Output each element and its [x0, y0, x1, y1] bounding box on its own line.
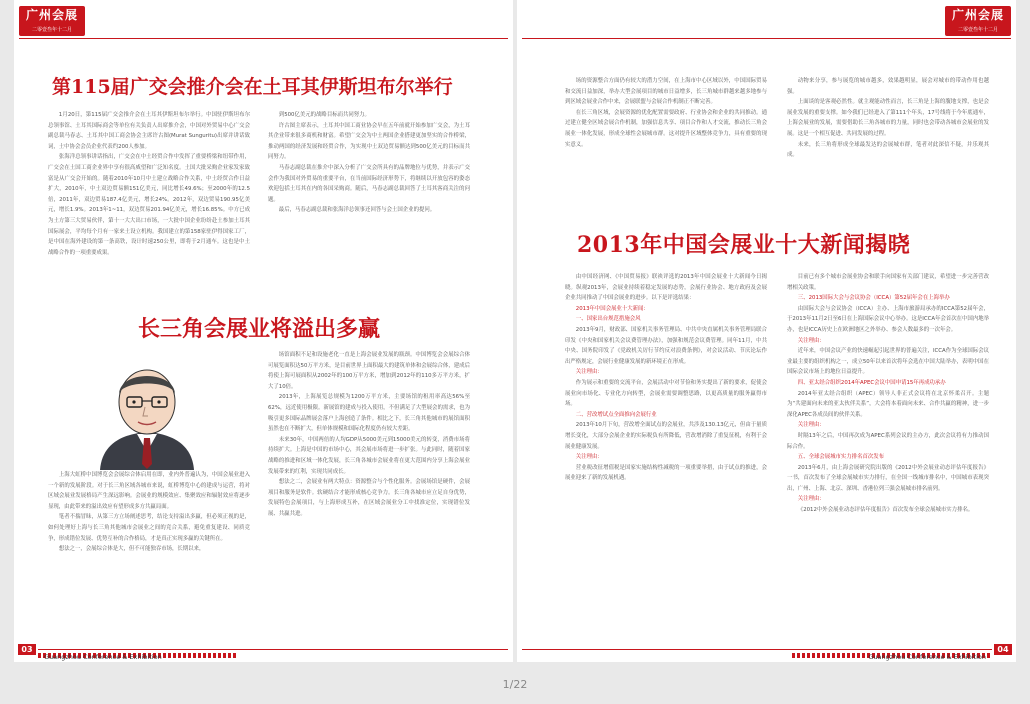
magazine-name: Guangzhou Conference & Exhibition [868, 653, 986, 661]
paragraph: 上面谈的是客观必然性。就主观能动性而言，长三角是上海的腹地支撑，也是会展业发展的重要支撑。如今我们已经进入了第111个年头，17号线将于今年底通车，上海会展业的发展，需要借助长三角各城市的力量，同时也会带动各城市会展业的发展。这是一个相互促进、共同发展的过程。 [787, 99, 989, 137]
headline-canton-fair-istanbul: 第115届广交会推介会在土耳其伊斯坦布尔举行 [52, 76, 453, 98]
article-1-column-2 [268, 110, 470, 308]
paragraph: 三、2013国际大会与会议协会（ICCA）第52届年会在上海举办 [797, 295, 950, 302]
magazine-name: Guangzhou Conference & Exhibition [44, 653, 162, 661]
right-page-number: 04 [994, 644, 1012, 655]
paragraph: 关注理由： [797, 337, 825, 344]
footer-rule [38, 649, 508, 650]
paragraph: 一、国家出台规范措施会风 [575, 316, 641, 323]
logo-subtitle: 二零壹叁年十二月 [31, 27, 72, 33]
left-page [14, 0, 513, 662]
article-2-column-1 [48, 470, 250, 640]
paragraph: 二、营改增试点全面推向会展行业 [575, 411, 657, 418]
paragraph: 动物来分享，参与展览的城市越多，效果越明显，展会对城市的带动作用也越强。 [787, 78, 989, 95]
paragraph: 1月20日，第115届广交会推介会在土耳其伊斯坦布尔举行。中国驻伊斯坦布尔总领事馆、土耳其国际商会等单位有关负责人出席推介会，中国对外贸易中心广交会副总裁马春志、土耳其中国工商会协会主席许古图(Murat Sunguritu)出席并讲话致词，土中协会会员企业代表约200人参加。 [48, 112, 250, 150]
header-rule [522, 38, 1011, 39]
paragraph: 营业税改征增值税是国家实施结构性减税的一项重要举措，由于试点的推进，会展业迎来了新的发展机遇。 [565, 464, 767, 482]
magazine-logo [945, 6, 1011, 36]
paragraph: 2013年6月，由上海会展研究院出版的《2012中外会展业动态评估年度报告》一书，首次发布了全球会展城市实力排行，在全国一线城市排名中，中国城市表现突出，广州、上海、北京、深圳、香港位列三强会展城市排名前列。 [787, 464, 989, 492]
paragraph: 张海洋总领事讲话指出，广交会在中土经贸合作中发挥了重要桥梁和纽带作用，广交会在土国工商企业界中享有很高威望和广泛知名度。土国大批采购企业家发家致富是从广交会开始的。随着2010年10月中土建立战略合作关系，中土经贸合作日益扩大，2010年，中土双边贸易额151亿美元，同比增长49.6%；至2000年的12.5倍，2011年，双边贸易187.4亿美元，增长24%。2012年，双边贸易190.95亿美元，增长1.9%。2013年1~11，双边贸易201.94亿美元，增长16.85%。中方已成为土方第三大贸易伙伴，第十一大大出口市场，一大批中国企业纷纷赴土参加土耳其国际展会，平均每个月有一家来土设立机构。我国建立的第158家驻伊得国家工厂，是中国在海外建设的第一条高铁，设计时速250公里，即将于2月通车。这也是中土战略合作的一项重要成果。 [48, 154, 250, 256]
paragraph: 作为展示和重要的交流平台，会展活动中对节俭和务实提出了新的要求，促使会展业向市场化、专业化方向转型，会展业需要调整思路，以更高质量的服务赢得市场。 [565, 379, 767, 408]
logo-title: 广州会展 [951, 8, 1004, 22]
paragraph: 《2012中外会展业动态评估年度报告》首次发布全球会展城市实力排名。 [797, 507, 974, 514]
article-1-column-1 [48, 110, 250, 308]
paragraph: 在长三角区域，会展资源的优化配置需要政府、行业协会和企业的共同推动。通过建立健全区域会展合作机制，加强信息共享、项目合作和人才交流，推动长三角会展业一体化发展，形成全球性会展城市群。这对提升区域整体竞争力，具有重要的现实意义。 [565, 109, 767, 148]
paragraph: 近年来，中国会议产业的快速崛起引起世界的普遍关注，ICCA作为全球国际会议业最主要的组织机构之一，成立50年以来首次将年会选在中国大陆举办，表明中国在国际会议市场上的地位日益提升。 [787, 348, 989, 376]
paragraph: 五、全球会展城市实力排名首次发布 [797, 454, 885, 461]
paragraph: 2014年亚太经合组织（APEC）领导人非正式会议将在北京怀柔召开。主题为“共建面向未来的亚太伙伴关系”，大会将本着面向未来、合作共赢的精神，进一步深化APEC各成员间的伙伴关系。 [787, 390, 989, 418]
logo-subtitle: 二零壹叁年十二月 [957, 27, 998, 33]
header-rule [19, 38, 508, 39]
paragraph: 未来，长三角将形成全球最发达的会展城市群，笔者对此深信不疑，并乐观其成。 [787, 141, 989, 159]
paragraph: 关注理由： [797, 496, 825, 503]
paragraph: 马春志副总裁在推介中深入分析了广交会所具有的品牌地位与优势，并表示广交会作为我国对外贸易的重要平台，在当前国际经济形势下，将继续以开放包容的姿态欢迎包括土耳其在内的各国采购商。随后，马春志副总裁回答了土耳其客商关注的问题。 [268, 164, 470, 203]
footer-rule [522, 649, 992, 650]
paragraph: 关注理由： [575, 369, 603, 376]
bottom-column-1 [565, 272, 767, 638]
left-page-footer [14, 644, 513, 662]
paragraph: 想法之二，会展业有两大特点：资源整合与个性化服务。会展场馆是硬件，会展项目和服务是软件。软硬结合才能形成核心竞争力。长三角各城市应立足自身优势，发展特色会展项目，与上海形成互补，在区域会展业分工中找准定位，实现错位发展、共赢共进。 [268, 479, 470, 517]
paragraph: 未来30年，中国两倍的人均GDP从5000美元到15000美元的转变，消费市场将持续扩大。上海是中国的市场中心，其会展市场将进一步扩张。与此同时，随着国家战略的推进和区域一体化发展，长三角各城市会展业将在更大范围内分享上海会展业发展带来的红利，实现共同成长。 [268, 436, 470, 475]
right-page-footer [517, 644, 1016, 662]
top-column-1 [565, 76, 767, 208]
paragraph: 想法之一，会展综合体是大，但不可能独吞市场，长期以来， [58, 546, 205, 553]
paragraph: 由国际大会与会议协会（ICCA）主办、上海市旅游局承办的ICCA第52届年会，于2013年11月2日至6日在上海国际会议中心举办。这是ICCA年会首次在中国内地举办，也是ICCA历史上在欧洲地区之外举办、参会人数最多的一次年会。 [787, 305, 989, 333]
paragraph: 许古图主席表示，土耳其中国工商业协会早在五年前就开始参加广交会，为土耳其企业带来很多商机和财富。希望广交会为中土两国企业搭建更加坚实的合作桥梁，推动两国的经济发展和经贸合作，为实现中土双边贸易额达到500亿美元的目标而共同努力。 [268, 122, 470, 161]
paragraph: 2013年10月下旬，营改增全面试点的会展业，共涉及130.13亿元，但由于量质增长变化，大部分会展企业的实际税负有所降低，营改增消除了重复征税，有利于会展业健康发展。 [565, 422, 767, 450]
paragraph: 到500亿美元的战略目标而共同努力。 [278, 112, 370, 118]
paragraph: 上海大虹桥中国博览会会展综合体启用在即，业内外普遍认为，中国会展业进入一个新的发展阶段。对于长三角区域各城市来说，虹桥博览中心的建成与运营，将对区域会展业发展格局产生深远影响。会展业的规模效应、集聚效应和辐射效应将逐步显现，由此带来的溢出效应有望形成多方共赢局面。 [48, 472, 250, 510]
logo-title: 广州会展 [25, 8, 78, 22]
bottom-column-2 [787, 272, 989, 638]
right-page [517, 0, 1016, 662]
paragraph: 关注理由： [575, 454, 603, 461]
top-column-2 [787, 76, 989, 208]
paragraph: 最后，马春志副总裁和张海洋总领事还回答与会土国企业的提问。 [278, 207, 436, 214]
paragraph: 时隔13年之后，中国再次成为APEC系列会议的主办方，此次会议将有力推动国际合作。 [787, 432, 989, 450]
paragraph: 场馆面积不足和设施老化一直是上海会展业发展的瓶颈。中国博览会会展综合体可展览面积达50万平方米，是目前世界上面积最大的建筑单体和会展综合体，建成后将使上海可展面积从2002年的100万平方米，增加到2012年的110多万平方米，扩大了10倍。 [268, 352, 470, 390]
headline-top-ten-news: 2013年中国会展业十大新闻揭晓 [577, 232, 911, 258]
magazine-logo [19, 6, 85, 36]
paragraph: 2013年，上海展览总规模为1200万平方米，主要场馆的租用率高达56%至62%，远近使用极限。新展馆的建成与投入使用，不但满足了大型展会的需求，也为吸引更多国际品牌展会落户上海创造了条件。相比之下，长三角其他城市的展馆面积虽然也在不断扩大，但单体规模和国际化程度仍有较大差距。 [268, 394, 470, 433]
paragraph: 场的资源整合方面仍有较大的潜力空间，在上海市中心区域以外，中国国际贸易和交流日益加深，举办大型会展项目的城市日益增多，长三角城市群越来越多地参与到区域会展业合作中来，会展联盟与会展合作机制正不断完善。 [565, 78, 767, 106]
page-counter: 1/22 [502, 678, 528, 691]
author-portrait-illustration [82, 352, 212, 470]
paragraph: 目前已有多个城市会展业协会和联手向国家有关部门建议，希望进一步完善营改增相关政策。 [787, 274, 989, 291]
paragraph: 2013年中国会展业十大新闻： [575, 305, 649, 312]
left-page-number: 03 [18, 644, 36, 655]
paragraph: 笔者不揣冒昧，从第三方立场阐述思考，结论支持溢出多赢，但必须正视的是，如何处理好上海与长三角其他城市会展业之间的竞合关系，避免重复建设、同质竞争，形成错位发展、优势互补的合作格局，才是真正实现多赢的关键所在。 [48, 514, 250, 542]
paragraph: 由中国经济网、《中国贸易报》联袂评选的2013年中国会展业十大新闻今日揭晓。纵观2013年，会展业持续着稳定发展的态势，会展行业协会、地方政府及会展企业共同推动了中国会展业的进步。以下是评选结果： [565, 274, 767, 302]
article-2-column-2 [268, 350, 470, 640]
paragraph: 四、亚太经合组织2014年APEC会议中国申请15年再成功承办 [797, 379, 946, 386]
paragraph: 关注理由： [797, 422, 825, 429]
paragraph: 2013年9月，财政部、国家机关事务管理局、中共中央直属机关事务管理局联合印发《中央和国家机关会议费管理办法》，加强和规范会议费管理。同年11月，中共中央、国务院印发了《党政机关厉行节约反对浪费条例》，对会议活动、节庆论坛作出严格规定，会展行业健康发展的新环境正在形成。 [565, 326, 767, 365]
headline-yangtze-delta: 长三角会展业将溢出多赢 [138, 316, 381, 342]
